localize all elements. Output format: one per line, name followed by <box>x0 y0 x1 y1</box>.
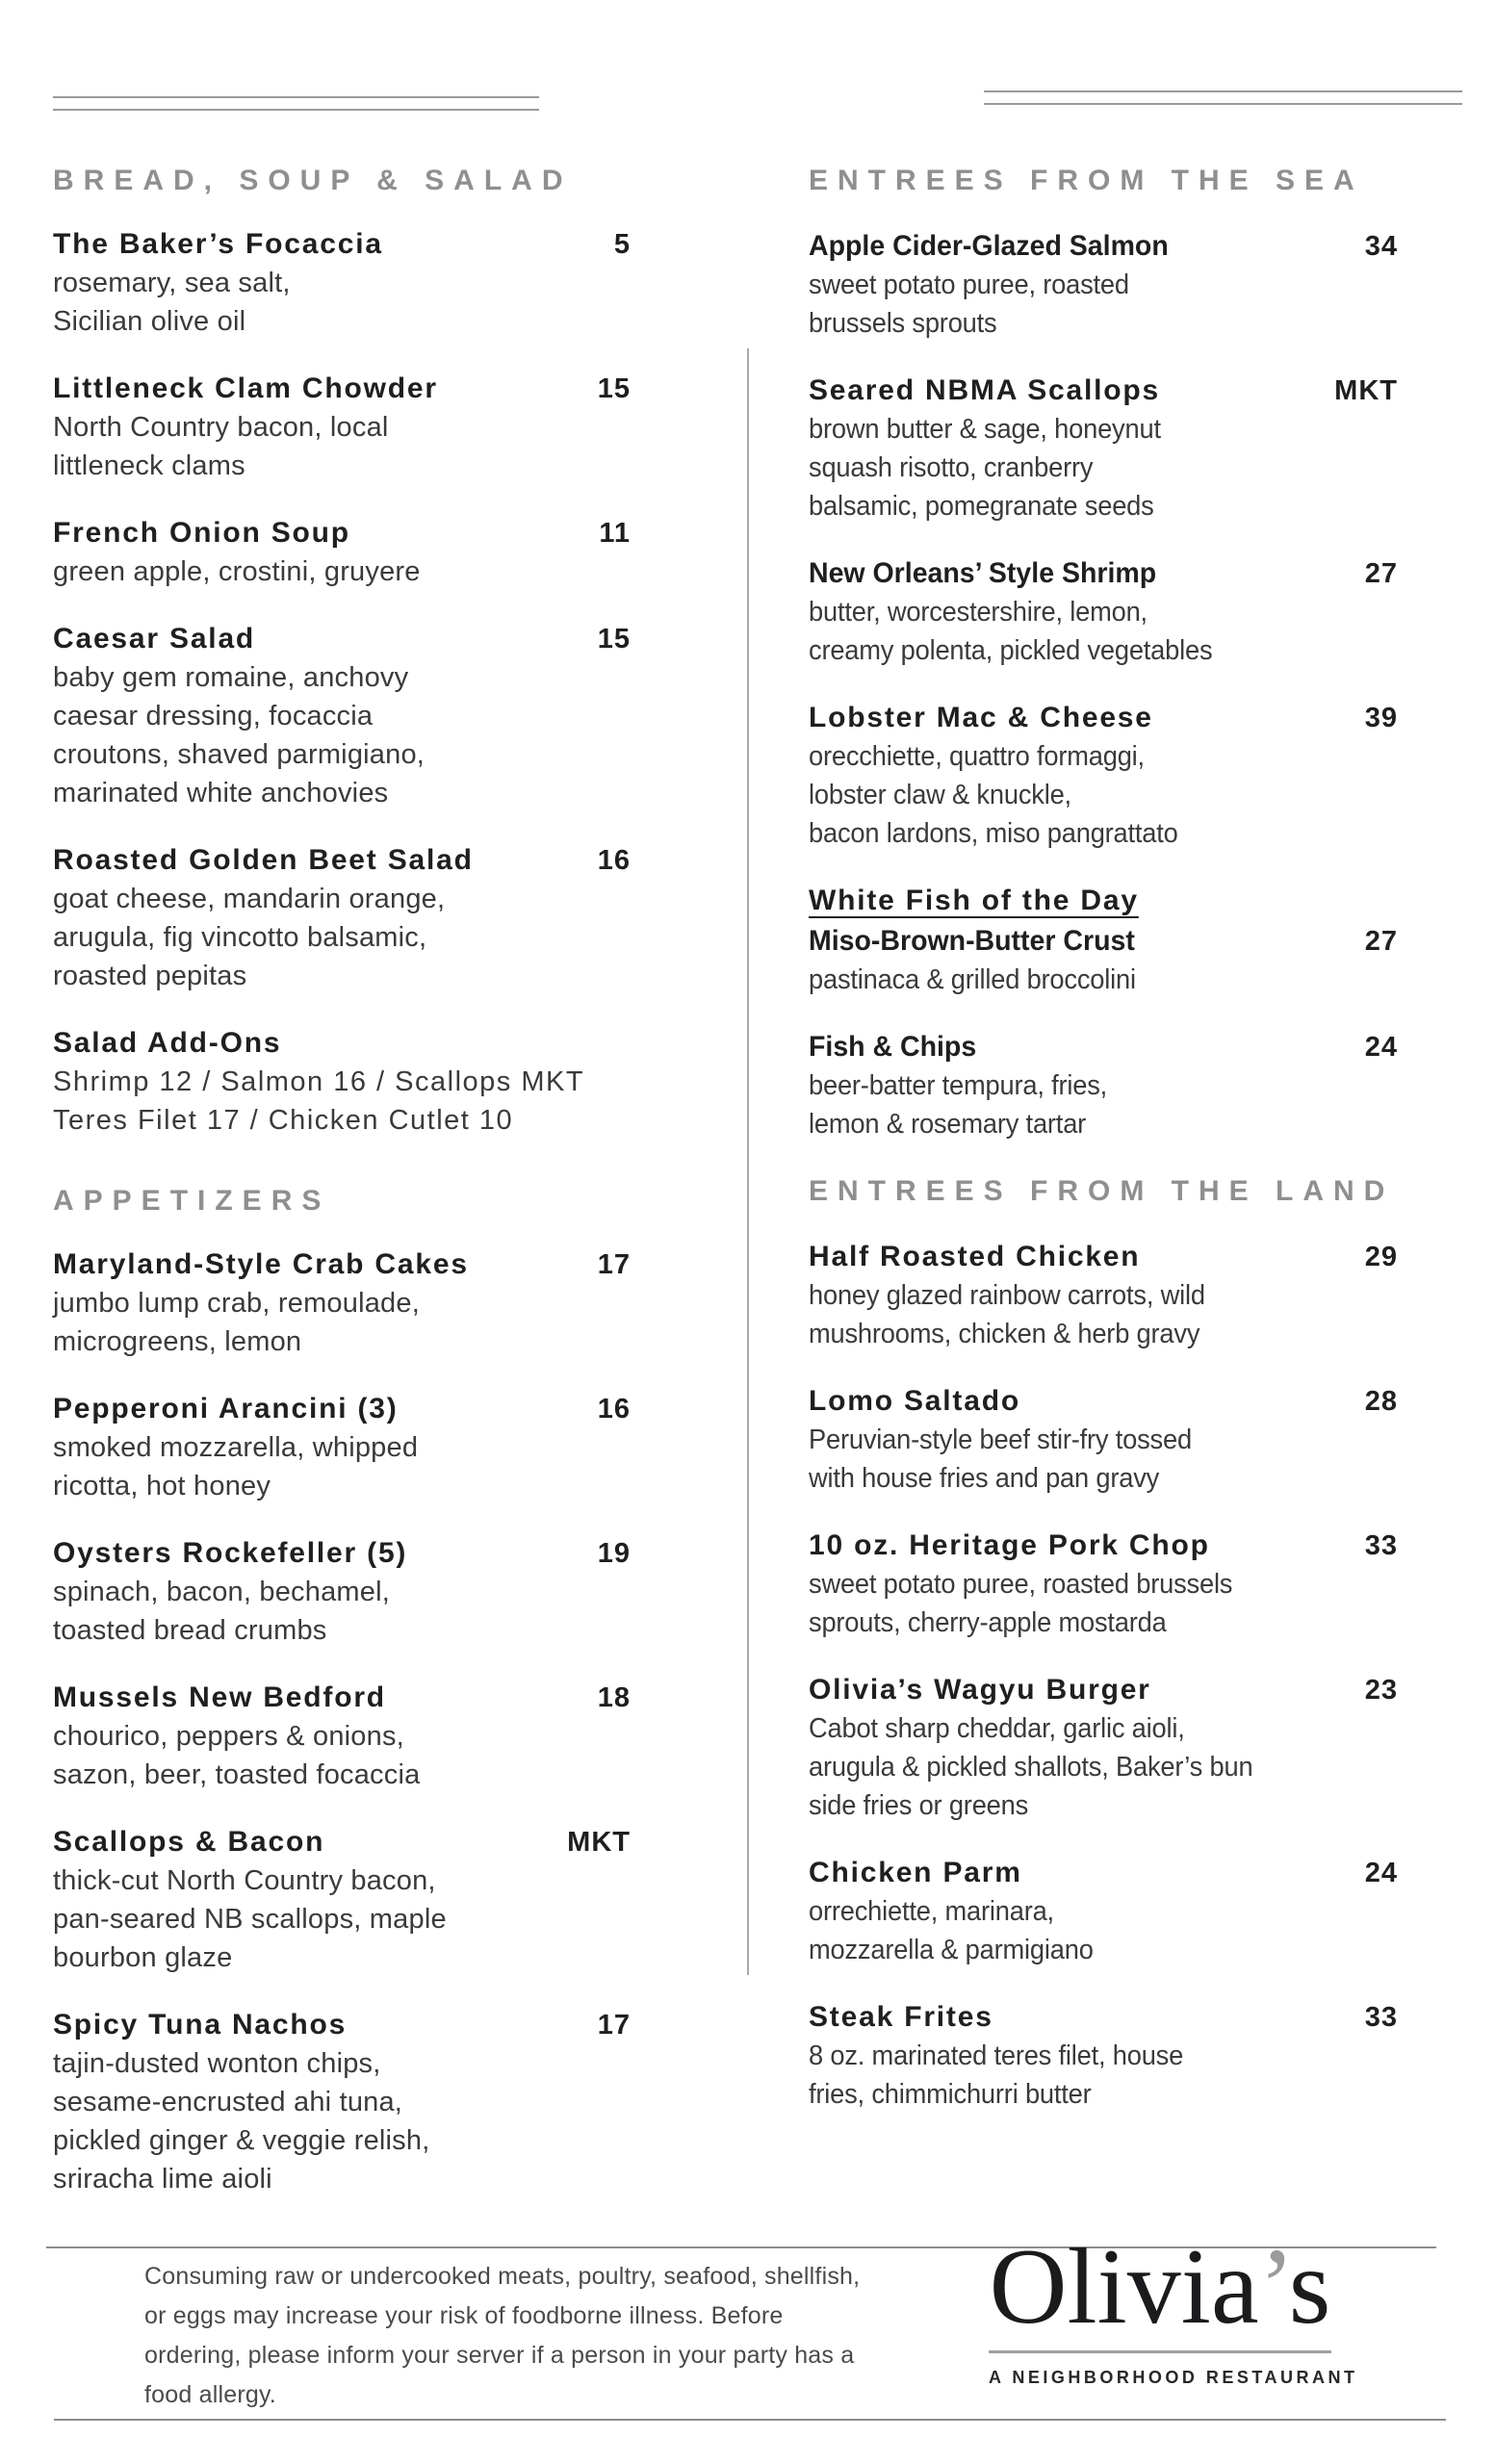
menu-item <box>809 556 1398 670</box>
item-description-line: balsamic, pomegranate seeds <box>809 491 1154 522</box>
item-price: 23 <box>1364 1675 1398 1706</box>
item-row <box>809 229 1398 264</box>
item-description-line: orecchiette, quattro formaggi, <box>809 741 1145 772</box>
item-name: Pepperoni Arancini (3) <box>53 1393 399 1424</box>
item-row <box>809 701 1398 735</box>
item-name: Seared NBMA Scallops <box>809 374 1160 406</box>
item-price: 17 <box>597 2010 631 2040</box>
item-price: 16 <box>597 845 631 876</box>
item-description <box>53 1717 631 1794</box>
item-description <box>809 593 1362 670</box>
item-price: 11 <box>599 518 631 549</box>
item-row <box>809 556 1398 591</box>
item-description-line: Peruvian-style beef stir-fry tossed <box>809 1424 1192 1455</box>
item-description-line: pastinaca & grilled broccolini <box>809 964 1136 995</box>
item-price: 28 <box>1364 1386 1398 1417</box>
item-row <box>809 1240 1398 1274</box>
item-name: Olivia’s Wagyu Burger <box>809 1674 1151 1706</box>
item-row <box>809 1384 1398 1419</box>
logo-tagline: A NEIGHBORHOOD RESTAURANT <box>989 2368 1358 2387</box>
item-description-line: sriracha lime aioli <box>53 2164 272 2194</box>
item-description-line: marinated white anchovies <box>53 778 389 808</box>
item-description <box>809 410 1362 526</box>
item-description <box>53 1861 631 1977</box>
menu-item <box>53 372 631 485</box>
item-group-heading: White Fish of the Day <box>809 885 1139 916</box>
logo-word-pre: Olivia <box>989 2227 1259 2347</box>
footer-bottom-rule <box>54 2419 1446 2421</box>
menu-column-right <box>809 164 1398 2144</box>
item-description-line: Cabot sharp cheddar, garlic aioli, <box>809 1713 1185 1744</box>
item-description <box>53 658 631 812</box>
menu-item <box>809 1856 1398 1969</box>
item-description <box>809 961 1362 999</box>
item-name: Spicy Tuna Nachos <box>53 2009 348 2040</box>
item-row <box>809 924 1398 959</box>
item-description <box>809 1709 1362 1825</box>
item-description-line: Sicilian olive oil <box>53 306 246 337</box>
menu-item <box>809 1384 1398 1498</box>
item-description-line: 8 oz. marinated teres filet, house <box>809 2040 1184 2071</box>
item-description-line: goat cheese, mandarin orange, <box>53 884 446 914</box>
item-price: 24 <box>1364 1032 1398 1063</box>
menu-item <box>53 227 631 341</box>
item-description-line: toasted bread crumbs <box>53 1615 327 1646</box>
section-title: ENTREES FROM THE LAND <box>809 1175 1395 1207</box>
item-description <box>53 552 631 591</box>
item-row <box>53 372 631 406</box>
item-description <box>809 1066 1362 1143</box>
menu-item <box>53 1026 631 1140</box>
item-description-line: roasted pepitas <box>53 961 247 991</box>
item-description-line: bourbon glaze <box>53 1942 233 1973</box>
item-description-line: spinach, bacon, bechamel, <box>53 1577 390 1607</box>
item-price: MKT <box>1334 375 1398 406</box>
item-row <box>809 373 1398 408</box>
item-description-line: thick-cut North Country bacon, <box>53 1865 436 1896</box>
menu-item <box>53 1247 631 1361</box>
item-price: 34 <box>1364 231 1398 262</box>
item-row <box>53 227 631 262</box>
item-description-line: butter, worcestershire, lemon, <box>809 597 1148 628</box>
item-description-line: lobster claw & knuckle, <box>809 780 1071 810</box>
item-name: Fish & Chips <box>809 1031 977 1063</box>
item-price: 15 <box>597 624 631 654</box>
item-description-line: squash risotto, cranberry <box>809 452 1094 483</box>
menu-item <box>53 1825 631 1977</box>
menu-item <box>809 1528 1398 1642</box>
item-description-line: bacon lardons, miso pangrattato <box>809 818 1178 849</box>
item-description-line: baby gem romaine, anchovy <box>53 662 409 693</box>
item-price: MKT <box>567 1827 631 1858</box>
logo-underline <box>989 2350 1331 2353</box>
item-description-line: ricotta, hot honey <box>53 1471 271 1502</box>
item-row <box>53 1026 631 1061</box>
item-name: Littleneck Clam Chowder <box>53 372 438 404</box>
menu-item <box>53 843 631 995</box>
item-description-line: pickled ginger & veggie relish, <box>53 2125 430 2156</box>
item-description-line: chourico, peppers & onions, <box>53 1721 404 1752</box>
item-name: Mussels New Bedford <box>53 1681 386 1713</box>
item-name: New Orleans’ Style Shrimp <box>809 557 1157 589</box>
item-name: Caesar Salad <box>53 623 256 654</box>
item-price: 27 <box>1364 926 1398 957</box>
decorative-double-line-right <box>984 90 1462 105</box>
item-description <box>53 2044 631 2198</box>
item-name: Chicken Parm <box>809 1857 1022 1888</box>
item-description <box>809 737 1362 853</box>
item-description <box>809 1892 1362 1969</box>
logo-apostrophe: ’ <box>1258 2227 1289 2347</box>
logo-wordmark <box>989 2227 1331 2347</box>
item-description <box>53 264 631 341</box>
item-row <box>809 1030 1398 1065</box>
item-price: 27 <box>1364 558 1398 589</box>
item-name: Scallops & Bacon <box>53 1826 325 1858</box>
item-description-line: brown butter & sage, honeynut <box>809 414 1161 445</box>
item-name: Roasted Golden Beet Salad <box>53 844 474 876</box>
item-name: French Onion Soup <box>53 517 350 549</box>
item-description-line: tajin-dusted wonton chips, <box>53 2048 381 2079</box>
item-description-line: sweet potato puree, roasted brussels <box>809 1569 1233 1600</box>
item-description-line: lemon & rosemary tartar <box>809 1109 1087 1140</box>
item-description <box>53 1284 631 1361</box>
menu-item <box>809 2000 1398 2114</box>
item-description-line: microgreens, lemon <box>53 1326 302 1357</box>
item-description <box>809 1565 1362 1642</box>
item-name: Steak Frites <box>809 2001 993 2033</box>
item-description-line: mozzarella & parmigiano <box>809 1935 1094 1965</box>
item-row <box>53 1536 631 1571</box>
item-description-line: rosemary, sea salt, <box>53 268 291 298</box>
item-description-line: littleneck clams <box>53 450 245 481</box>
item-description <box>53 880 631 995</box>
item-description <box>809 2037 1362 2114</box>
decorative-double-line-left <box>53 96 539 111</box>
logo-word-post: s <box>1288 2227 1331 2347</box>
item-description-line: orrechiette, marinara, <box>809 1896 1054 1927</box>
menu-item <box>53 622 631 812</box>
item-row <box>53 1392 631 1426</box>
item-description-line: jumbo lump crab, remoulade, <box>53 1288 420 1319</box>
item-name: Lobster Mac & Cheese <box>809 702 1153 733</box>
item-row <box>53 1681 631 1715</box>
item-description-line: Teres Filet 17 / Chicken Cutlet 10 <box>53 1105 514 1136</box>
item-description-line: sazon, beer, toasted focaccia <box>53 1759 421 1790</box>
item-row <box>53 1247 631 1282</box>
item-row <box>809 2000 1398 2035</box>
menu-item <box>53 2008 631 2198</box>
item-description-line: arugula, fig vincotto balsamic, <box>53 922 427 953</box>
item-row <box>53 843 631 878</box>
item-description-line: creamy polenta, pickled vegetables <box>809 635 1213 666</box>
item-name: Apple Cider-Glazed Salmon <box>809 230 1169 262</box>
item-description <box>53 1573 631 1650</box>
item-description-line: side fries or greens <box>809 1790 1029 1821</box>
item-price: 19 <box>597 1538 631 1569</box>
menu-item <box>809 1240 1398 1353</box>
item-description <box>53 1063 631 1140</box>
item-description-line: beer-batter tempura, fries, <box>809 1070 1108 1101</box>
item-description <box>809 1421 1362 1498</box>
item-description-line: smoked mozzarella, whipped <box>53 1432 419 1463</box>
item-price: 33 <box>1364 1530 1398 1561</box>
item-name: Miso-Brown-Butter Crust <box>809 925 1135 957</box>
item-description-line: mushrooms, chicken & herb gravy <box>809 1319 1200 1349</box>
item-description <box>53 1428 631 1505</box>
item-name: Salad Add-Ons <box>53 1027 282 1059</box>
item-name: The Baker’s Focaccia <box>53 228 383 260</box>
menu-item <box>809 1673 1398 1825</box>
item-description-line: croutons, shaved parmigiano, <box>53 739 426 770</box>
item-description-line: North Country bacon, local <box>53 412 389 443</box>
column-divider-line <box>747 348 749 1975</box>
item-row <box>53 622 631 656</box>
item-price: 5 <box>613 229 631 260</box>
menu-item <box>809 701 1398 853</box>
item-price: 17 <box>597 1249 631 1280</box>
item-row <box>53 1825 631 1860</box>
disclaimer-line: ordering, please inform your server if a person in your party has a <box>144 2342 855 2369</box>
item-price: 15 <box>597 373 631 404</box>
menu-item <box>809 884 1398 999</box>
section-title: ENTREES FROM THE SEA <box>809 165 1364 196</box>
item-price: 29 <box>1364 1242 1398 1272</box>
item-description-line: fries, chimmichurri butter <box>809 2079 1092 2110</box>
item-row <box>809 1673 1398 1707</box>
item-price: 33 <box>1364 2002 1398 2033</box>
item-description-line: sprouts, cherry-apple mostarda <box>809 1607 1167 1638</box>
item-description-line: green apple, crostini, gruyere <box>53 556 421 587</box>
item-price: 24 <box>1364 1858 1398 1888</box>
item-row <box>809 1528 1398 1563</box>
menu-item <box>53 1536 631 1650</box>
item-description <box>53 408 631 485</box>
item-description-line: sweet potato puree, roasted <box>809 270 1129 300</box>
item-description-line: honey glazed rainbow carrots, wild <box>809 1280 1205 1311</box>
section-title: BREAD, SOUP & SALAD <box>53 165 573 196</box>
menu-item <box>809 1030 1398 1143</box>
allergy-disclaimer <box>144 2257 953 2415</box>
menu-item <box>809 373 1398 526</box>
item-name: Half Roasted Chicken <box>809 1241 1141 1272</box>
item-description-line: Shrimp 12 / Salmon 16 / Scallops MKT <box>53 1066 585 1097</box>
item-description-line: caesar dressing, focaccia <box>53 701 374 732</box>
item-price: 16 <box>597 1394 631 1424</box>
item-description <box>809 266 1362 343</box>
restaurant-logo <box>989 2227 1358 2388</box>
item-row <box>53 2008 631 2042</box>
item-row <box>809 1856 1398 1890</box>
disclaimer-line: or eggs may increase your risk of foodborne illness. Before <box>144 2302 784 2329</box>
item-name: Lomo Saltado <box>809 1385 1020 1417</box>
menu-item <box>53 1681 631 1794</box>
disclaimer-line: Consuming raw or undercooked meats, poultry, seafood, shellfish, <box>144 2263 861 2290</box>
menu-item <box>809 229 1398 343</box>
item-name: Oysters Rockefeller (5) <box>53 1537 408 1569</box>
menu-item <box>53 516 631 591</box>
item-description-line: with house fries and pan gravy <box>809 1463 1160 1494</box>
item-description-line: sesame-encrusted ahi tuna, <box>53 2087 403 2118</box>
item-row <box>53 516 631 551</box>
item-price: 39 <box>1364 703 1398 733</box>
menu-item <box>53 1392 631 1505</box>
menu-column-left <box>53 164 631 2229</box>
item-description-line: arugula & pickled shallots, Baker’s bun <box>809 1752 1253 1783</box>
item-name: 10 oz. Heritage Pork Chop <box>809 1529 1210 1561</box>
item-description <box>809 1276 1362 1353</box>
item-name: Maryland-Style Crab Cakes <box>53 1248 469 1280</box>
item-description-line: pan-seared NB scallops, maple <box>53 1904 447 1935</box>
disclaimer-line: food allergy. <box>144 2381 276 2408</box>
item-description-line: brussels sprouts <box>809 308 997 339</box>
section-title: APPETIZERS <box>53 1185 331 1217</box>
item-price: 18 <box>597 1682 631 1713</box>
